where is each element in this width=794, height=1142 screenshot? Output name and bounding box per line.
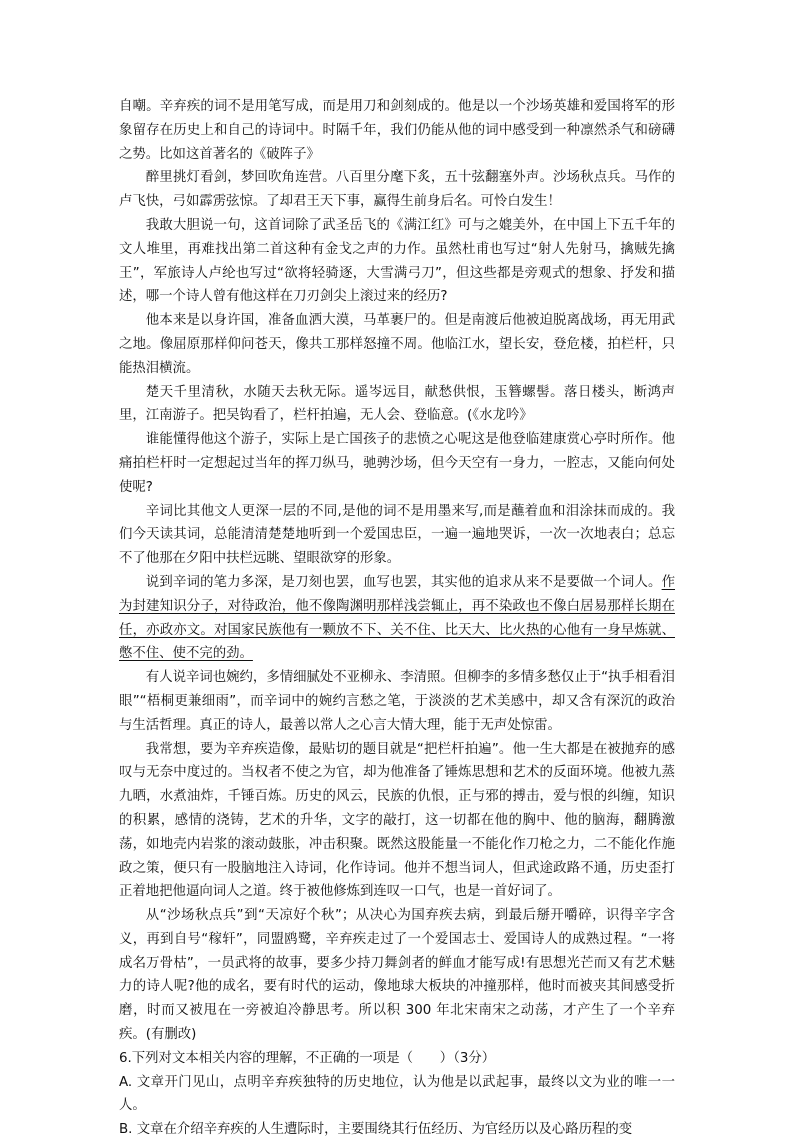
paragraph-conclusion: 从“沙场秋点兵”到“天凉好个秋”；从决心为国弃疾去病，到最后掰开嚼碎，识得辛字含义，再到自号“稼轩”，同盟鸥鹭，辛弃疾走过了一个爱国志士、爱国诗人的成熟过程。“一将成名万骨枯”，一员武将的故事，要多少持刀舞剑者的鲜血才能写成!有思想光芒而又有艺术魅力的诗人呢?他的成名，要有时代的运动，像地球大板块的冲撞那样，他时而被夹其间感受折磨，时而又被甩在一旁被迫冷静思考。所以积 300 年北宋南宋之动荡，才产生了一个辛弃疾。(有删改) xyxy=(119,908,675,1043)
poem-shui-long-yin: 楚天千里清秋，水随天去秋无际。遥岑远目，献愁供恨，玉簪螺髻。落日楼头，断鸿声里，江南游子。把吴钩看了，栏杆拍遍，无人会、登临意。(《水龙吟》 xyxy=(119,384,675,424)
paragraph-graceful-style: 有人说辛词也婉约，多情细腻处不亚柳永、李清照。但柳李的多情多愁仅止于“执手相看泪眼”“梧桐更兼细雨”，而辛词中的婉约言愁之笔，于淡淡的艺术美感中，却又含有深沉的政治与生活哲理。真正的诗人，最善以常人之心言大情大理，能于无声处惊雷。 xyxy=(119,670,675,733)
poem-po-zhen-zi: 醉里挑灯看剑，梦回吹角连营。八百里分麾下炙，五十弦翻塞外声。沙场秋点兵。马作的卢飞快，弓如霹雳弦惊。了却君王天下事，赢得生前身后名。可怜白发生！ xyxy=(119,170,675,210)
brush-power-plain-text: 说到辛词的笔力多深，是刀刻也罢，血写也罢，其实他的追求从来不是要做一个词人。 xyxy=(145,574,662,590)
paragraph-portrait: 我常想，要为辛弃疾造像，最贴切的题目就是“把栏杆拍遍”。他一生大都是在被抛弃的感叹与无奈中度过的。当权者不使之为官，却为他准备了锤炼思想和艺术的反面环境。他被九蒸九晒，水煮油炸，千锤百炼。历史的风云，民族的仇恨，正与邪的搏击，爱与恨的纠缠，知识的积累，感情的浇铸，艺术的升华，文字的敲打，这一切都在他的胸中、他的脑海，翻腾激荡，如地壳内岩浆的滚动鼓胀，冲击积聚。既然这股能量一不能化作刀枪之力，二不能化作施政之策，便只有一股脑地注入诗词，化作诗词。他并不想当词人，但武途政路不通，历史歪打正着地把他逼向词人之道。终于被他修炼到连叹一口气，也是一首好词了。 xyxy=(119,741,675,900)
underlined-sentence: 作为封建知识分子，对待政治，他不像陶渊明那样浅尝辄止，再不染政也不像白居易那样长期在任，亦政亦文。对国家民族他有一颗放不下、关不住、比天大、比火热的心他有一身早炼就、憋不住、使不完的劲。 xyxy=(119,574,675,662)
paragraph-opening: 自嘲。辛弃疾的词不是用笔写成，而是用刀和剑刻成的。他是以一个沙场英雄和爱国将军的形象留存在历史上和自己的诗词中。时隔千年，我们仍能从他的词中感受到一种凛然杀气和磅礴之势。比如这首著名的《破阵子》 xyxy=(119,99,675,162)
question-option-a: A. 文章开门见山，点明辛弃疾独特的历史地位，认为他是以武起事，最终以文为业的唯一一人。 xyxy=(119,1074,675,1114)
paragraph-life-story: 他本来是以身许国，准备血洒大漠，马革裹尸的。但是南渡后他被迫脱离战场，再无用武之地。像屈原那样仰问苍天，像共工那样怒撞不周。他临江水，望长安，登危楼，拍栏杆，只能热泪横流。 xyxy=(119,313,675,376)
document-page xyxy=(119,95,675,1142)
question-stem: 6.下列对文本相关内容的理解，不正确的一项是（ ）（3分） xyxy=(119,1050,496,1066)
paragraph-wanderer: 谁能懂得他这个游子，实际上是亡国孩子的悲愤之心呢这是他登临建康赏心亭时所作。他痛拍栏杆时一定想起过当年的挥刀纵马，驰骋沙场，但今天空有一身力，一腔志，又能向何处使呢? xyxy=(119,432,675,495)
paragraph-brush-power xyxy=(119,571,675,666)
question-option-b: B. 文章在介绍辛弃疾的人生遭际时，主要围绕其行伍经历、为官经历以及心路历程的变 xyxy=(119,1122,633,1138)
paragraph-comparison: 我敢大胆说一句，这首词除了武圣岳飞的《满江红》可与之媲美外，在中国上下五千年的文人堆里，再难找出第二首这种有金戈之声的力作。虽然杜甫也写过“射人先射马，擒贼先擒王”，军旅诗人卢纶也写过“欲将轻骑逐，大雪满弓刀”，但这些都是旁观式的想象、抒发和描述，哪一个诗人曾有他这样在刀刃剑尖上滚过来的经历? xyxy=(119,217,675,305)
paragraph-blood-and-tears: 辛词比其他文人更深一层的不同,是他的词不是用墨来写,而是蘸着血和泪涂抹而成的。我们今天读其词，总能清清楚楚地听到一个爱国忠臣，一遍一遍地哭诉，一次一次地表白；总忘不了他那在夕阳中扶栏远眺、望眼欲穿的形象。 xyxy=(119,503,675,567)
